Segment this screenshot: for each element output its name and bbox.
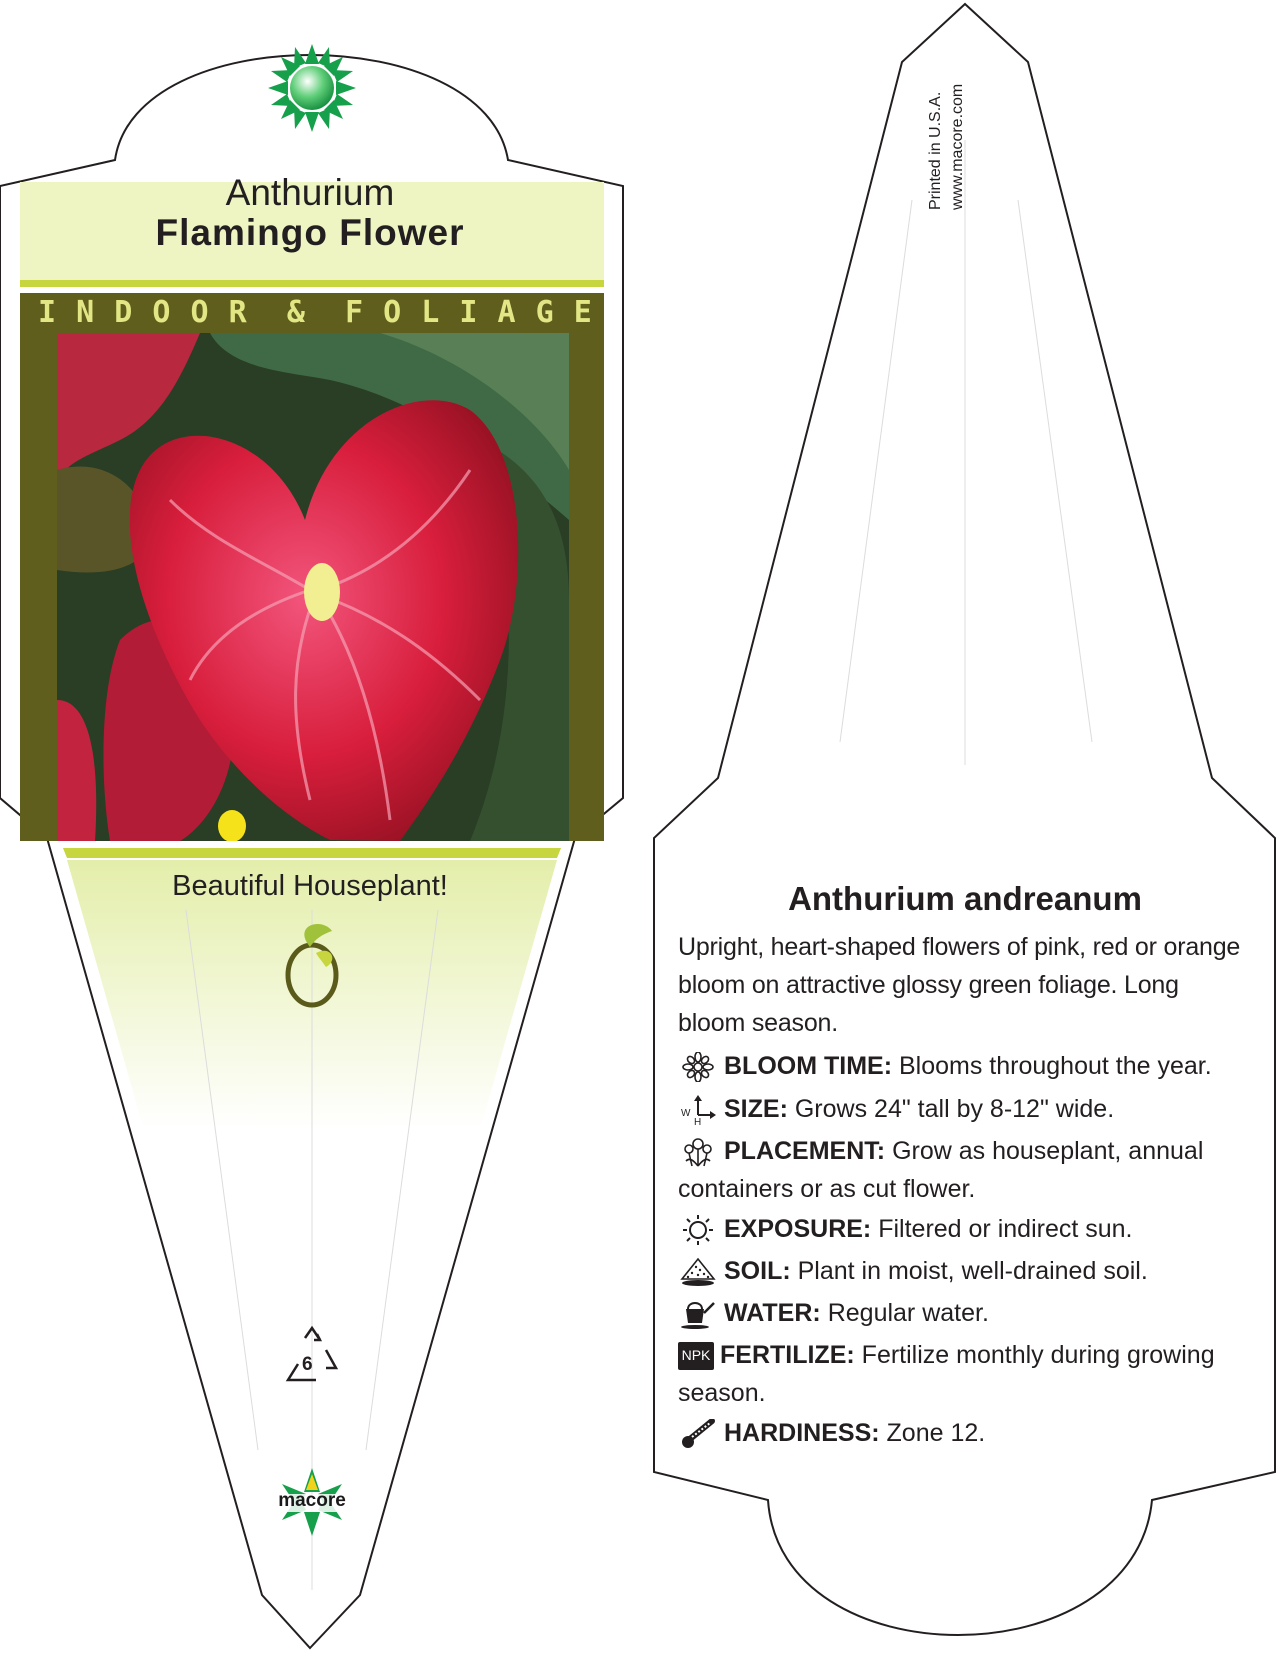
- care-text: Regular water.: [827, 1299, 989, 1327]
- care-label: WATER:: [724, 1299, 821, 1327]
- front-common-name: Anthurium: [225, 172, 395, 213]
- category-letter: A: [497, 295, 516, 330]
- thermometer-icon: [678, 1419, 718, 1449]
- care-text: Filtered or indirect sun.: [878, 1215, 1133, 1243]
- category-letter: D: [114, 295, 133, 330]
- care-fertilize: [678, 1336, 1248, 1412]
- care-label: HARDINESS:: [724, 1419, 880, 1447]
- flower-icon: [678, 1052, 718, 1082]
- category-letter: L: [421, 295, 440, 330]
- website-url: [949, 40, 1000, 210]
- category-letter: O: [152, 295, 171, 330]
- fertilizer-bag-icon: NPK: [678, 1342, 714, 1370]
- care-label: EXPOSURE:: [724, 1215, 872, 1243]
- care-text: Grows 24" tall by 8-12" wide.: [794, 1095, 1115, 1123]
- size-arrows-icon: [678, 1095, 718, 1125]
- plant-description: Upright, heart-shaped flowers of pink, red or orange bloom on attractive glossy green foliage. Long bloom season.: [678, 933, 1241, 1037]
- svg-text:H: H: [694, 1117, 702, 1126]
- care-text: Plant in moist, well-drained soil.: [797, 1257, 1148, 1285]
- care-text: Fertilize monthly during growing season.: [678, 1341, 1215, 1407]
- care-text: Zone 12.: [886, 1419, 986, 1447]
- front-tagline: Beautiful Houseplant!: [172, 870, 448, 902]
- category-letter: I: [38, 295, 57, 330]
- sun-icon: [678, 1215, 718, 1245]
- category-letter: O: [190, 295, 209, 330]
- care-text: Blooms throughout the year.: [898, 1052, 1212, 1080]
- recycle-number: 6: [302, 1354, 313, 1375]
- category-letter: E: [573, 295, 592, 330]
- care-text: Grow as houseplant, annual containers or as cut flower.: [678, 1137, 1204, 1203]
- category-letter: F: [345, 295, 364, 330]
- front-variety-name: Flamingo Flower: [155, 212, 465, 253]
- scientific-name: Anthurium andreanum: [788, 880, 1142, 917]
- care-bloom-time: [678, 1047, 1248, 1085]
- brand-name: macore: [278, 1490, 346, 1511]
- svg-text:W: W: [681, 1108, 691, 1120]
- soil-pile-icon: [678, 1257, 718, 1287]
- care-label: SOIL:: [724, 1257, 791, 1285]
- care-label: BLOOM TIME:: [724, 1052, 893, 1080]
- care-label: SIZE:: [724, 1095, 788, 1123]
- care-hardiness: [678, 1414, 1248, 1452]
- category-letter: N: [76, 295, 95, 330]
- category-letter: I: [459, 295, 478, 330]
- care-soil: [678, 1252, 1248, 1290]
- category-letter: G: [535, 295, 554, 330]
- care-label: PLACEMENT:: [724, 1137, 886, 1165]
- printed-line: Printed in U.S.A.: [927, 91, 944, 210]
- care-label: FERTILIZE:: [720, 1341, 855, 1369]
- placement-plants-icon: [678, 1137, 718, 1167]
- category-letter: &: [286, 295, 305, 330]
- category-letter: O: [383, 295, 402, 330]
- watering-can-icon: [678, 1299, 718, 1329]
- website-line: www.macore.com: [949, 83, 966, 210]
- category-letter: R: [228, 295, 247, 330]
- care-placement: [678, 1132, 1248, 1208]
- care-exposure: [678, 1210, 1248, 1248]
- care-water: [678, 1294, 1248, 1332]
- care-size: [678, 1090, 1248, 1128]
